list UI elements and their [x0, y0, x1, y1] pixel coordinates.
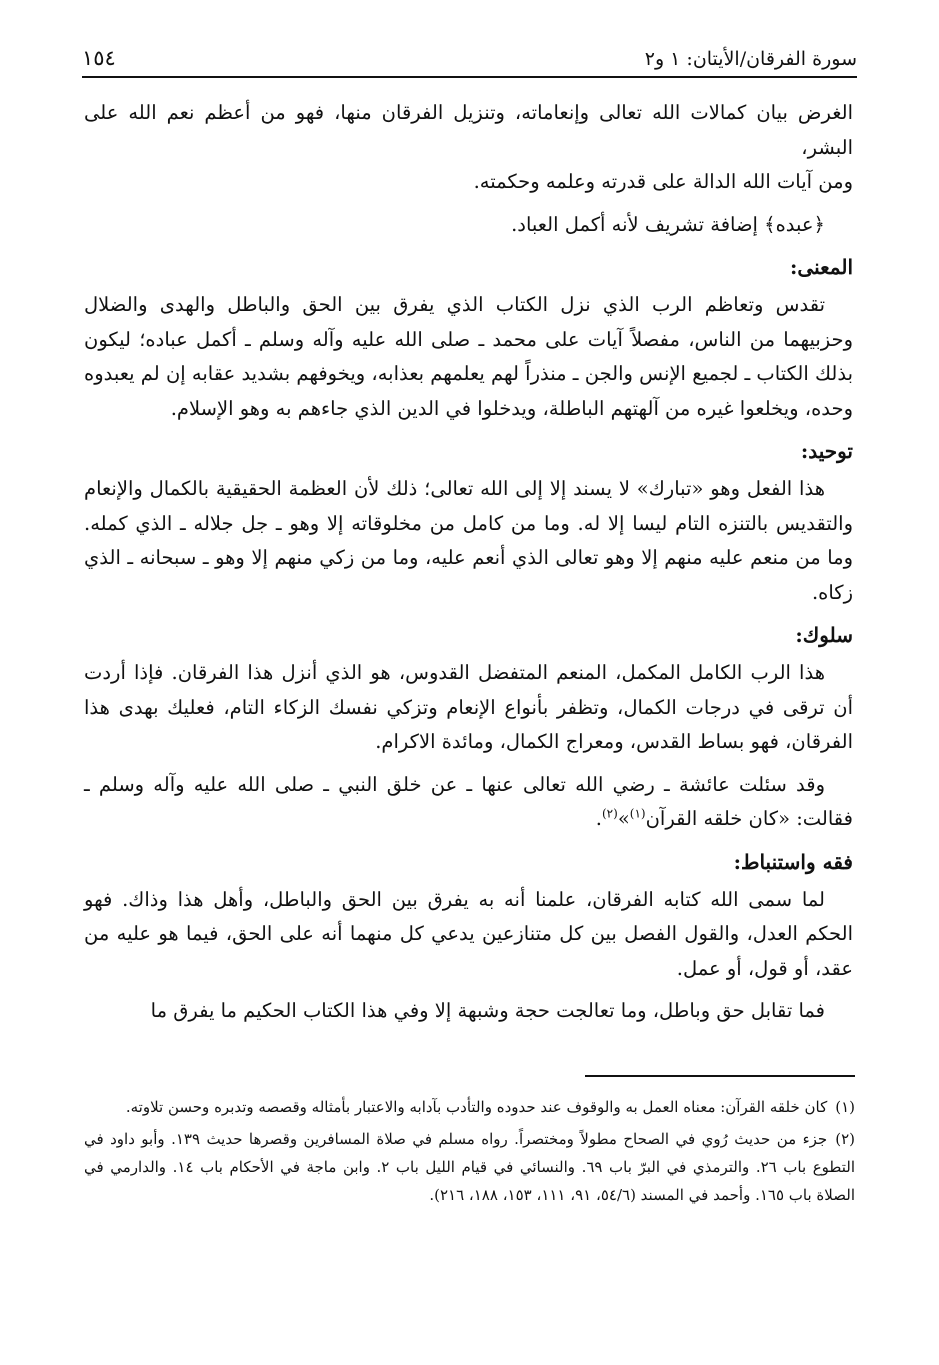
aisha-paragraph — [84, 768, 853, 837]
footnote-ref-1[interactable]: (١) — [629, 806, 646, 821]
footnote-text: جزء من حديث رُوي في الصحاح مطولاً ومختصراً. رواه مسلم في صلاة المسافرين وقصرها حديث ١٣٩. وأبو داود في التطوع باب ٢٦. والترمذي في البرّ باب ٦٩. والنسائي في قيام الليل باب ٢. وابن ماجة في الأحكام باب ١٤. والدارمي في الصلاة باب ١٦٥. وأحمد في المسند (٥٤/٦، ٩١، ١١١، ١٥٣، ١٨٨، ٢١٦). — [84, 1130, 856, 1204]
meaning-paragraph: تقدس وتعاظم الرب الذي نزل الكتاب الذي يفرق بين الحق والباطل والهدى والضلال وحزبيهما من الناس، مفصلاً آيات على محمد ـ صلى الله عليه وآله وسلم ـ أكمل عباده؛ ليكون بذلك الكتاب ـ لجميع الإنس والجن ـ منذراً لهم يعلمهم بعذابه، ويخوفهم بشديد عقابه إن لم يعبدوه وحده، ويخلعوا غيره من آلهتهم الباطلة، ويدخلوا في الدين الذي جاءهم به وهو الإسلام. — [84, 293, 853, 420]
page-number: ١٥٤ — [82, 46, 116, 70]
footnotes — [84, 1093, 855, 1209]
footnote-text: كان خلقه القرآن: معناه العمل به والوقوف عند حدوده والتأدب بآدابه والاعتبار بأمثاله وقصصه وتدبره وحسن تلاوته. — [125, 1098, 828, 1116]
intro-line-2: ومن آيات الله الدالة على قدرته وعلمه وحكمته. — [473, 170, 853, 193]
abduh-note: ﴿عبده﴾ إضافة تشريف لأنه أكمل العباد. — [511, 212, 825, 236]
section-heading-suluk: سلوك: — [795, 623, 853, 647]
main-text — [84, 96, 853, 1029]
tawhid-paragraph: هذا الفعل وهو «تبارك» لا يسند إلا إلى الله تعالى؛ ذلك لأن العظمة الحقيقية بالكمال والإنعام والتقديس بالتنزه التام ليسا إلا له. وما من كامل من مخلوقاته إلا وهو ـ جل جلاله ـ الذي كمله. وما من منعم عليه منهم إلا وهو تعالى الذي أنعم عليه، وما من زكي منهم إلا وهو ـ سبحانه ـ الذي زكاه. — [84, 477, 853, 604]
last-paragraph: فما تقابل حق وباطل، وما تعالجت حجة وشبهة إلا وفي هذا الكتاب الحكيم ما يفرق ما — [150, 999, 825, 1022]
fiqh-paragraph: لما سمى الله كتابه الفرقان، علمنا أنه به يفرق بين الحق والباطل، وأهل هذا وذاك. فهو الحكم العدل، والقول الفصل بين كل متنازعين يدعي كل منهما أنه على الحق، فيما هو عليه من عقد، أو قول، أو عمل. — [84, 887, 853, 980]
footnote-mark: (٢) — [835, 1130, 855, 1148]
aisha-end: . — [595, 807, 602, 830]
section-heading-tawhid: توحيد: — [800, 439, 853, 463]
footnote-2 — [84, 1125, 855, 1209]
intro-line-1: الغرض بيان كمالات الله تعالى وإنعاماته، وتنزيل الفرقان منها، فهو من أعظم نعم الله على البشر، — [84, 101, 853, 159]
section-heading-meaning: المعنى: — [790, 255, 853, 279]
section-heading-fiqh: فقه واستنباط: — [733, 849, 853, 874]
suluk-paragraph: هذا الرب الكامل المكمل، المنعم المتفضل القدوس، هو الذي أنزل هذا الفرقان. فإذا أردت أن ترقى في درجات الكمال، وتظفر بأنواع الإنعام وتزكي نفسك الزكاء التام، فعليك بهدى هذا الفرقان، فهو بساط القدس، ومعراج الكمال، ومائدة الاكرام. — [84, 661, 853, 753]
footnote-divider — [585, 1075, 855, 1077]
aisha-quote-close: » — [617, 807, 630, 830]
running-title: سورة الفرقان/الأيتان: ١ و٢ — [644, 48, 857, 70]
footnote-mark: (١) — [835, 1098, 855, 1116]
page-header — [82, 38, 857, 78]
footnote-1 — [84, 1093, 855, 1121]
aisha-text: وقد سئلت عائشة ـ رضي الله تعالى عنها ـ عن خلق النبي ـ صلى الله عليه وآله وسلم ـ فقالت: «كان خلقه القرآن — [84, 772, 853, 830]
footnote-ref-2[interactable]: (٢) — [601, 806, 618, 821]
